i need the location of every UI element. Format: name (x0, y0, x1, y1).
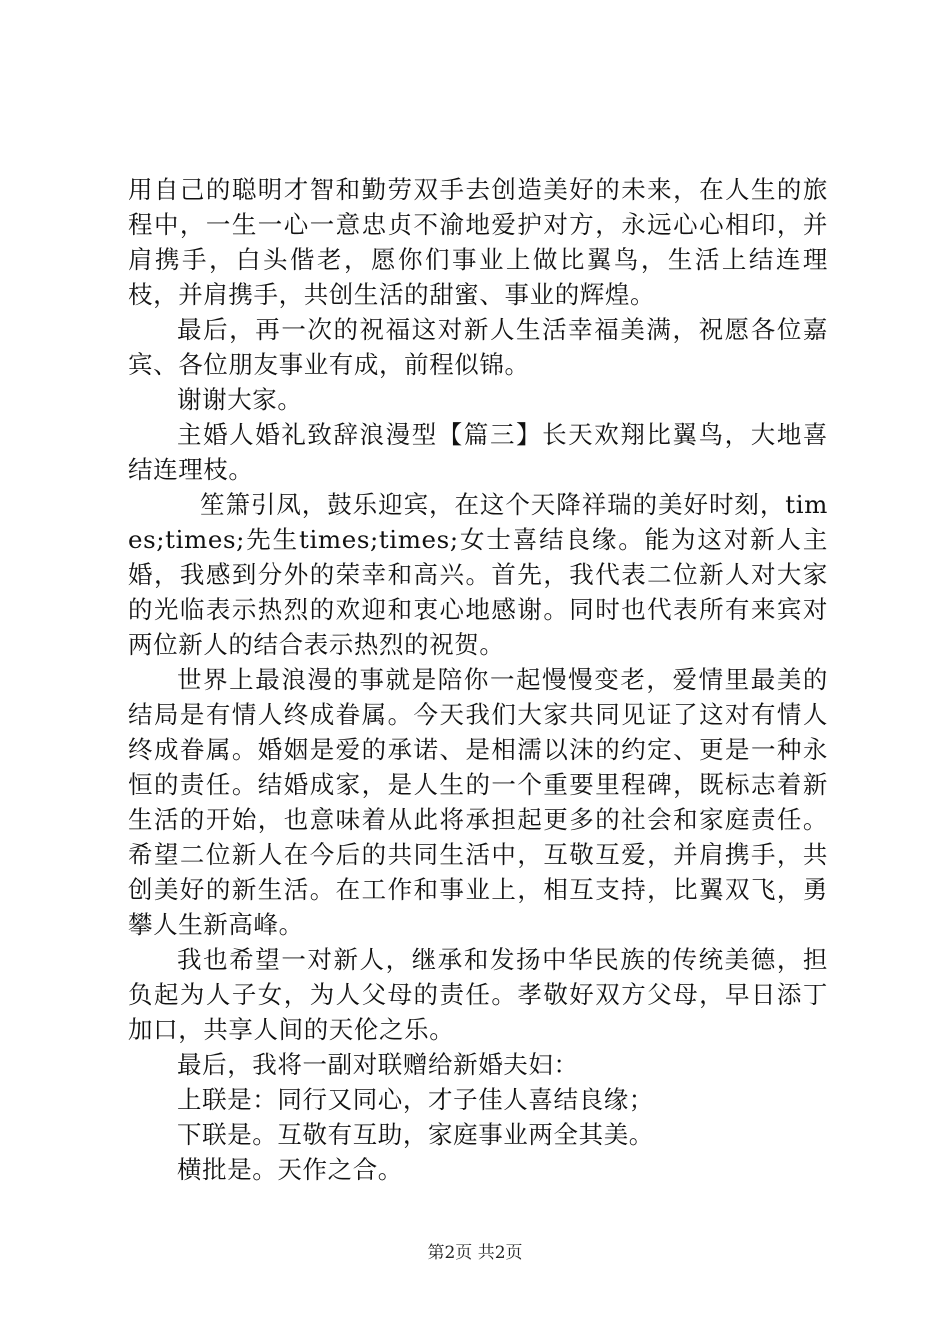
page-number-footer: 第2页 共2页 (427, 1243, 523, 1263)
paragraph-romance: 世界上最浪漫的事就是陪你一起慢慢变老，爱情里最美的结局是有情人终成眷属。今天我们大家共同见证了这对有情人终成眷属。婚姻是爱的承诺、是相濡以沫的约定、更是一种永恒的责任。结婚成家，是人生的一个重要里程碑，既标志着新生活的开始，也意味着从此将承担起更多的社会和家庭责任。希望二位新人在今后的共同生活中，互敬互爱，并肩携手，共创美好的新生活。在工作和事业上，相互支持，比翼双飞，勇攀人生新高峰。 (128, 665, 828, 939)
couplet-second-line: 下联是。互敬有互助，家庭事业两全其美。 (177, 1120, 654, 1149)
paragraph-closing-wishes: 最后，再一次的祝福这对新人生活幸福美满，祝愿各位嘉宾、各位朋友事业有成，前程似锦。 (128, 315, 828, 379)
couplet-horizontal-scroll: 横批是。天作之合。 (177, 1155, 403, 1184)
paragraph-opening: 笙箫引凤，鼓乐迎宾，在这个天降祥瑞的美好时刻，times;times;先生times;times;女士喜结良缘。能为这对新人主婚，我感到分外的荣幸和高兴。首先，我代表二位新人对大家的光临表示热烈的欢迎和衷心地感谢。同时也代表所有来宾对两位新人的结合表示热烈的祝贺。 (128, 490, 828, 659)
section-heading-part-three: 主婚人婚礼致辞浪漫型【篇三】长天欢翔比翼鸟，大地喜结连理枝。 (128, 420, 828, 484)
document-body (128, 172, 828, 1187)
paragraph-continuation: 用自己的聪明才智和勤劳双手去创造美好的未来，在人生的旅程中，一生一心一意忠贞不渝地爱护对方，永远心心相印，并肩携手，白头偕老，愿你们事业上做比翼鸟，生活上结连理枝，并肩携手，共创生活的甜蜜、事业的辉煌。 (128, 175, 828, 309)
paragraph-couplet-intro: 最后，我将一副对联赠给新婚夫妇： (177, 1050, 579, 1079)
paragraph-hope: 我也希望一对新人，继承和发扬中华民族的传统美德，担负起为人子女，为人父母的责任。孝敬好双方父母，早日添丁加口，共享人间的天伦之乐。 (128, 945, 828, 1044)
paragraph-thanks: 谢谢大家。 (177, 385, 303, 414)
couplet-first-line: 上联是：同行又同心，才子佳人喜结良缘； (177, 1085, 654, 1114)
